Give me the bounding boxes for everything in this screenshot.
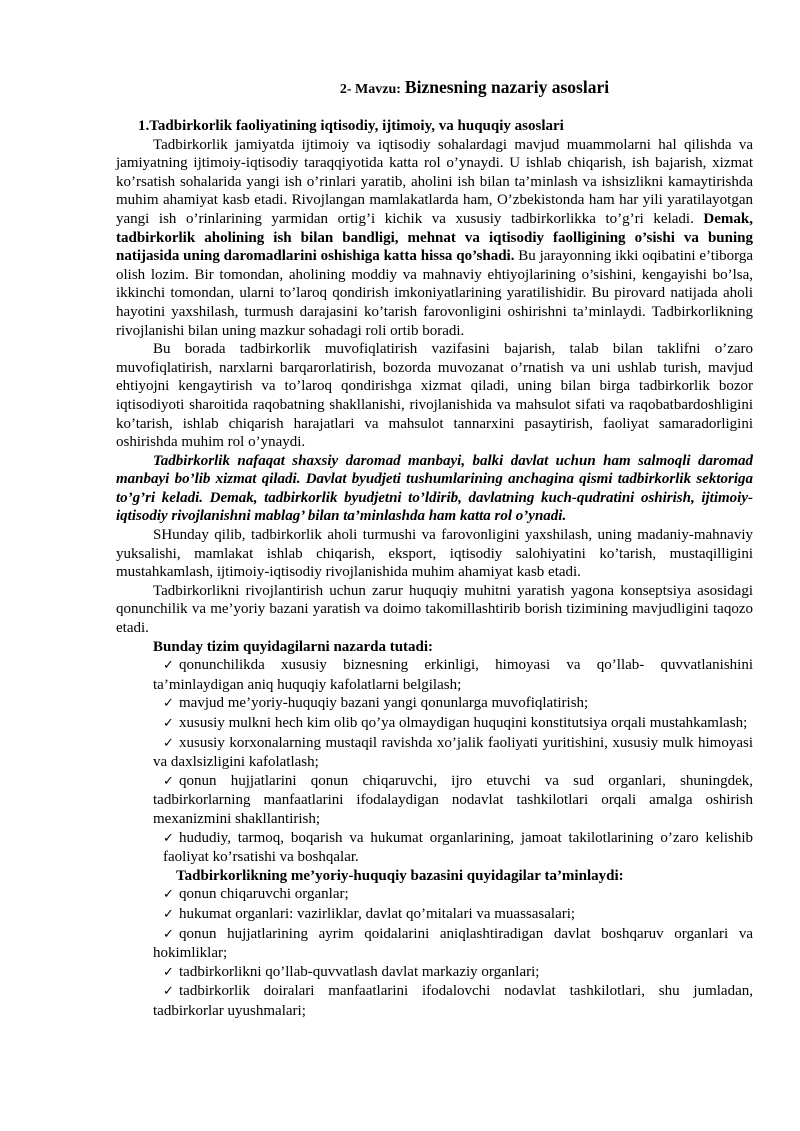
document-page [116, 74, 753, 1021]
paragraph-4: SHunday qilib, tadbirkorlik aholi turmushi va farovonligini yaxshilash, uning madaniy-mahnaviy yuksalishi, mamlakat ishlab chiqarish, eksport, iqtisodiy salohiyatini ko’tarish, mustaqilligini mustahkamlash, ijtimoiy-iqtisodiy rivojlanishida muhim ahamiyat kasb etadi. [116, 527, 753, 581]
paragraph-1-rest: Bu jarayonning ikki oqibatini e’tiborga olish lozim. Bir tomondan, aholining moddiy va mahnaviy ehtiyojlarining o’sishini, kengayishi bo’lsa, ikkinchi tomondan, ularni to’laroq qondirish imkoniyatlarining yaratilishidir. Bu pirovard natijada aholi hayotini yaxshilash, turmush darajasini ko’tarish farovonligini oshirishni ta’minlaydi. Tadbirkorlikning rivojlanishi bilan uning mazkur sohadagi roli ortib boradi. [116, 248, 753, 339]
check-icon: ✓ [163, 906, 174, 922]
check-icon: ✓ [163, 830, 174, 846]
list-item [116, 829, 753, 867]
check-icon: ✓ [163, 887, 174, 903]
title-main: Biznesning nazariy asoslari [404, 77, 610, 97]
list-item-text: hukumat organlari: vazirliklar, davlat qo’mitalari va muassasalari; [179, 905, 576, 922]
list-item-text: xususiy korxonalarning mustaqil ravishda xo’jalik faoliyati yuritishini, xususiy mulk himoyasi va daxlsizligini kafolatlash; [153, 734, 753, 771]
check-icon: ✓ [163, 696, 174, 712]
list-item [116, 905, 753, 925]
check-icon: ✓ [163, 716, 174, 731]
section-heading: 1.Tadbirkorlik faoliyatining iqtisodiy, ijtimoiy, va huquqiy asoslari [138, 118, 564, 134]
list-item [116, 694, 753, 714]
list-item [116, 885, 753, 905]
paragraph-1-bold: Demak, tadbirkorlik aholining ish bilan bandligi, mehnat va iqtisodiy faolligining o’sishi va buning natijasida uning daromadlarini oshishiga katta hissa qo’shadi. [116, 210, 753, 265]
check-icon: ✓ [163, 984, 174, 1000]
check-icon: ✓ [163, 658, 174, 674]
list-item-text: tadbirkorlikni qo’llab-quvvatlash davlat markaziy organlari; [179, 963, 540, 980]
list-item-text: qonun hujjatlarini qonun chiqaruvchi, ijro etuvchi va sud organlari, shuningdek, tadbirkorlarning manfaatlarini ifodalaydigan nodavlat tashkilotlari orqali amalga oshirish mexanizmini shakllantirish; [153, 772, 753, 827]
list-item-text: tadbirkorlik doiralari manfaatlarini ifodalovchi nodavlat tashkilotlari, shu jumladan, tadbirkorlar uyushmalari; [153, 983, 753, 1019]
list-1 [116, 656, 753, 867]
list-item-text: mavjud me’yoriy-huquqiy bazani yangi qonunlarga muvofiqlatirish; [179, 695, 589, 712]
check-icon: ✓ [163, 926, 174, 942]
list-item-text: hududiy, tarmoq, boqarish va hukumat organlarining, jamoat takilotlarining o’zaro kelishib faoliyat ko’rsatishi va boshqalar. [163, 829, 753, 866]
page-title [116, 74, 753, 103]
list-item [116, 925, 753, 963]
list-item-text: qonunchilikda xususiy biznesning erkinligi, himoyasi va qo’llab- quvvatlanishini ta’minlaydigan aniq huquqiy kafolatlarni belgilash; [153, 657, 753, 693]
list-item [116, 656, 753, 694]
list-2-heading: Tadbirkorlikning me’yoriy-huquqiy bazasini quyidagilar ta’minlaydi: [176, 867, 624, 884]
paragraph-3-emphasis: Tadbirkorlik nafaqat shaxsiy daromad manbayi, balki davlat uchun ham salmoqli daromad manbayi bo’lib xizmat qiladi. Davlat byudjeti tushumlarining anchagina qismi tadbirkorlik sektoriga to’g’ri keladi. Demak, tadbirkorlik byudjetni to’ldirib, davlatning kuch-qudratini oshirish, ijtimoiy-iqtisodiy rivojlanishni mablag’ bilan ta’minlashda ham katta rol o’ynadi. [116, 452, 753, 525]
list-item-text: xususiy mulkni hech kim olib qo’ya olmaydigan huquqini konstitutsiya orqali mustahkamlash; [179, 715, 748, 731]
list-item-text: qonun hujjatlarining ayrim qoidalarini aniqlashtiradigan davlat boshqaruv organlari va hokimliklar; [153, 925, 753, 962]
list-item-text: qonun chiqaruvchi organlar; [179, 886, 349, 903]
list-item [116, 772, 753, 829]
title-prefix: 2- Mavzu: [339, 82, 401, 97]
list-1-heading: Bunday tizim quyidagilarni nazarda tutadi: [153, 638, 434, 655]
list-item [116, 714, 753, 734]
check-icon: ✓ [163, 964, 174, 980]
list-item [116, 982, 753, 1020]
list-item [116, 963, 753, 983]
paragraph-2: Bu borada tadbirkorlik muvofiqlatirish vazifasini bajarish, talab bilan taklifni o’zaro muvofiqlatirish, narxlarni barqarorlatirish, bozorda muvozanat o’rnatish va uni ushlab turish, mavjud ehtiyojni kengaytirish va to’laroq qondirishga xizmat qiladi, uning bilan birga tadbirkorlik bozor iqtisodiyoti sharoitida raqobatning shakllanishi, rivojlanishida va mahsulot sifati va raqobatbardoshligini ko’tarish, ishlab chiqarish harajatlari va mahsulot tannarxini pasaytirish, faoliyat samaradorligini oshirishda muhim rol o’ynaydi. [116, 341, 753, 451]
paragraph-1 [116, 136, 753, 341]
list-2 [116, 885, 753, 1020]
paragraph-1-text: Tadbirkorlik jamiyatda ijtimoiy va iqtisodiy sohalardagi mavjud muammolarni hal qilishda va jamiyatning ijtimoiy-iqtisodiy taraqqiyotida katta rol o’ynaydi. U ishlab chiqarish, ish bajarish, xizmat ko’rsatish sohalarida yangi ish o’rinlari yaratib, aholini ish bilan ta’minlash va ishsizlikni kamaytirishda muhim ahamiyat kasb etadi. Rivojlangan mamlakatlarda ham, O’zbekistonda ham har yili yaratilayotgan yangi ish o’rinlarining yarmidan ortig’i kichik va xususiy tadbirkorlikka to’g’ri keladi. [116, 136, 753, 227]
check-icon: ✓ [163, 773, 174, 789]
paragraph-5: Tadbirkorlikni rivojlantirish uchun zarur huquqiy muhitni yaratish yagona konseptsiya asosidagi qonunchilik va me’yoriy bazani yaratish va doimo takomillashtirib borish tizimining mavjudligini taqozo etadi. [116, 582, 753, 637]
list-item [116, 734, 753, 772]
check-icon: ✓ [163, 735, 174, 751]
